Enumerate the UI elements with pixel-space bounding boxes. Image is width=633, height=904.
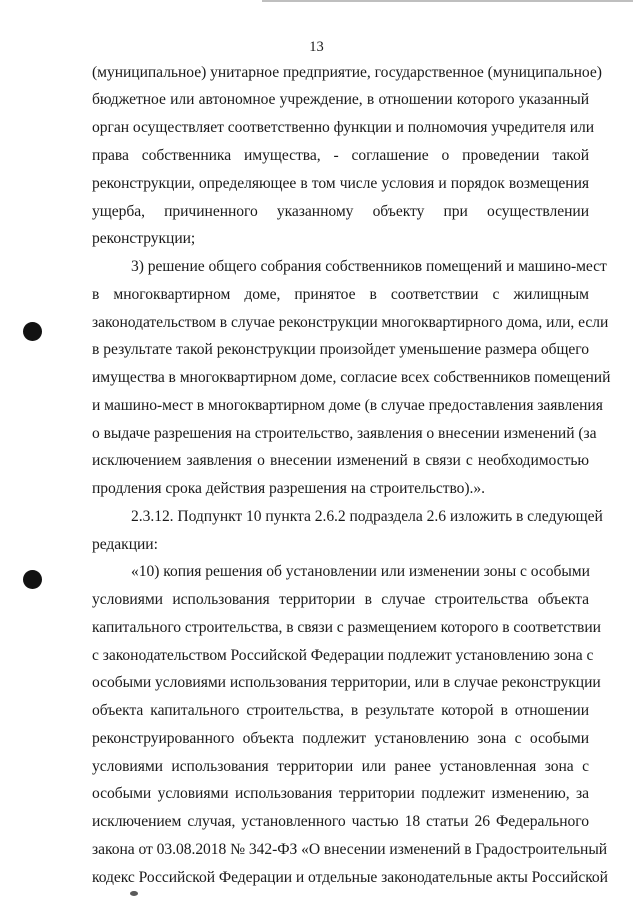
text-line: исключением заявления о внесении изменений в связи с необходимостью [92,452,589,469]
text-line: особыми условиями использования территории подлежит изменению, за [92,785,589,802]
text-line: законодательством в случае реконструкции многоквартирного дома, или, если [92,314,609,331]
punch-hole-mark [23,322,42,341]
text-line: условиями использования территории в случае строительства объекта [92,591,589,608]
punch-hole-mark [23,570,42,589]
text-line: закона от 03.08.2018 № 342-ФЗ «О внесении изменений в Градостроительный [92,841,608,858]
text-line: исключением случая, установленного частью 18 статьи 26 Федерального [92,813,589,830]
page-number: 13 [309,39,324,55]
text-line: реконструированного объекта подлежит установлению зона с особыми [92,730,589,747]
text-line: (муниципальное) унитарное предприятие, государственное (муниципальное) [92,64,602,81]
text-line: орган осуществляет соответственно функции и полномочия учредителя или [92,119,595,136]
text-line: реконструкции, определяющее в том числе условия и порядок возмещения [92,175,589,192]
text-line: с законодательством Российской Федерации подлежит установлению зона с [92,647,594,664]
text-line: о выдаче разрешения на строительство, заявления о внесении изменений (за [92,425,597,442]
text-line: и машино-мест в многоквартирном доме (в случае предоставления заявления [92,397,603,414]
text-line: имущества в многоквартирном доме, согласие всех собственников помещений [92,369,611,386]
text-line: кодекс Российской Федерации и отдельные законодательные акты Российской [92,869,608,886]
text-line: объекта капитального строительства, в результате которой в отношении [92,702,589,719]
text-line: права собственника имущества, - соглашение о проведении такой [92,147,589,164]
scan-speck [130,891,138,896]
text-line: 2.3.12. Подпункт 10 пункта 2.6.2 подраздела 2.6 изложить в следующей [131,508,603,525]
text-line: реконструкции; [92,230,196,247]
text-line: продления срока действия разрешения на строительство).». [92,480,485,497]
text-line: особыми условиями использования территории, или в случае реконструкции [92,674,601,691]
text-line: в многоквартирном доме, принятое в соответствии с жилищным [92,286,589,303]
text-line: капитального строительства, в связи с размещением которого в соответствии [92,619,601,636]
text-line: ущерба, причиненного указанному объекту при осуществлении [92,203,589,220]
text-line: «10) копия решения об установлении или изменении зоны с особыми [131,563,590,580]
text-line: редакции: [92,536,158,553]
text-line: 3) решение общего собрания собственников помещений и машино-мест [131,258,607,275]
text-line: бюджетное или автономное учреждение, в отношении которого указанный [92,91,589,108]
text-line: в результате такой реконструкции произойдет уменьшение размера общего [92,341,589,358]
scan-edge-line [262,0,633,2]
text-line: условиями использования территории или ранее установленная зона с [92,758,589,775]
